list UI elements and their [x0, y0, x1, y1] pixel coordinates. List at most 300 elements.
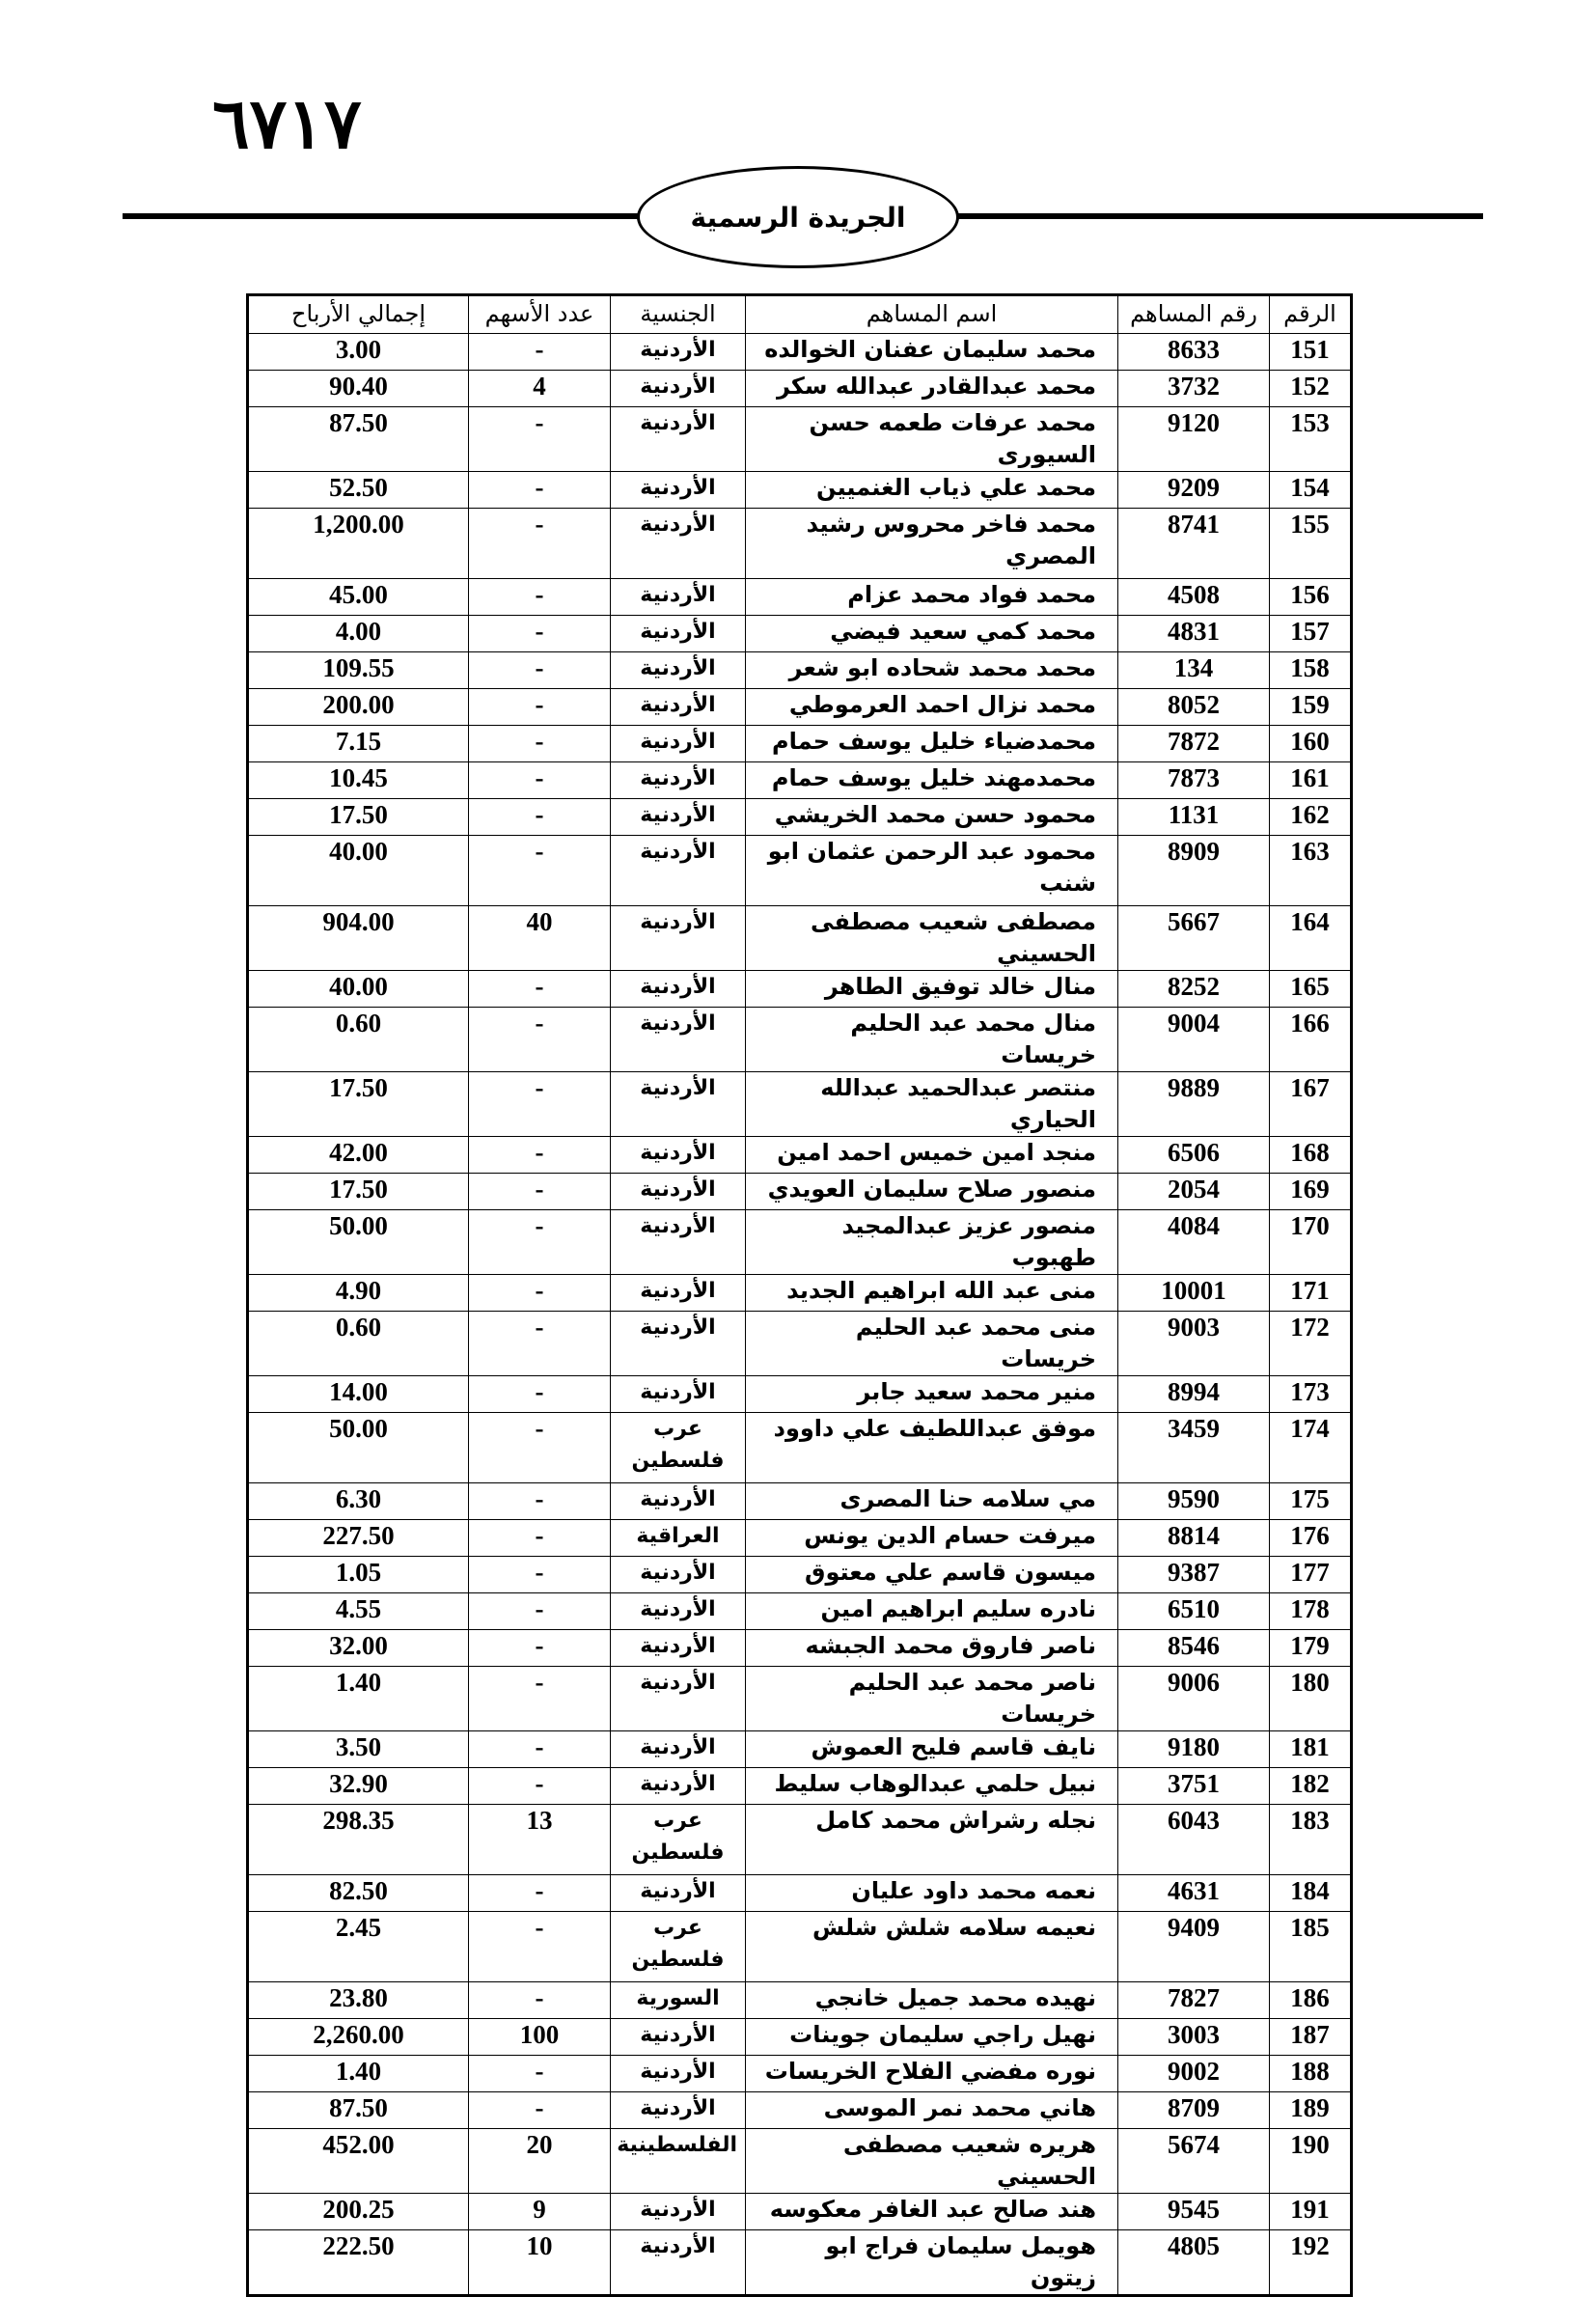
table-row	[248, 971, 1352, 1008]
table-row	[248, 1137, 1352, 1174]
cell-seq: 183	[1270, 1805, 1352, 1875]
gazette-title: الجريدة الرسمية	[637, 166, 959, 268]
cell-seq: 189	[1270, 2092, 1352, 2129]
table-row	[248, 1174, 1352, 1210]
cell-nationality: الأردنية	[611, 407, 746, 472]
cell-nationality: الأردنية	[611, 1072, 746, 1137]
cell-shares: -	[469, 836, 611, 906]
cell-nationality: الأردنية	[611, 1593, 746, 1630]
cell-name: نجله رشراش محمد كامل	[746, 1805, 1118, 1875]
cell-nationality: الأردنية	[611, 1008, 746, 1072]
cell-nationality: الأردنية	[611, 1630, 746, 1667]
cell-total-profit: 1.40	[248, 2056, 469, 2092]
table-row	[248, 1520, 1352, 1557]
cell-seq: 151	[1270, 334, 1352, 371]
cell-shareholder-id: 3732	[1118, 371, 1270, 407]
cell-total-profit: 1,200.00	[248, 509, 469, 579]
cell-shares: 4	[469, 371, 611, 407]
cell-nationality: الأردنية	[611, 472, 746, 509]
cell-shareholder-id: 6506	[1118, 1137, 1270, 1174]
cell-nationality: الأردنية	[611, 799, 746, 836]
table-row	[248, 689, 1352, 726]
cell-nationality: الأردنية	[611, 762, 746, 799]
cell-name: محمد عبدالقادر عبدالله سكر	[746, 371, 1118, 407]
cell-total-profit: 10.45	[248, 762, 469, 799]
cell-shareholder-id: 9387	[1118, 1557, 1270, 1593]
column-header-shareholder-id: رقم المساهم	[1118, 295, 1270, 334]
cell-total-profit: 3.00	[248, 334, 469, 371]
cell-seq: 168	[1270, 1137, 1352, 1174]
cell-shares: -	[469, 689, 611, 726]
table-row	[248, 762, 1352, 799]
cell-name: محمد فواد محمد عزام	[746, 579, 1118, 616]
column-header-shares: عدد الأسهم	[469, 295, 611, 334]
cell-seq: 177	[1270, 1557, 1352, 1593]
cell-shares: -	[469, 1210, 611, 1275]
cell-name: محمد علي ذياب الغنميين	[746, 472, 1118, 509]
cell-name: ميرفت حسام الدين يونس	[746, 1520, 1118, 1557]
cell-nationality: الأردنية	[611, 1875, 746, 1912]
cell-name: منير محمد سعيد جابر	[746, 1376, 1118, 1413]
table-row	[248, 2230, 1352, 2296]
cell-seq: 170	[1270, 1210, 1352, 1275]
cell-seq: 166	[1270, 1008, 1352, 1072]
cell-seq: 182	[1270, 1768, 1352, 1805]
cell-seq: 184	[1270, 1875, 1352, 1912]
cell-seq: 176	[1270, 1520, 1352, 1557]
cell-shareholder-id: 1131	[1118, 799, 1270, 836]
cell-shares: -	[469, 1275, 611, 1312]
cell-nationality: الأردنية	[611, 1768, 746, 1805]
cell-name: منى عبد الله ابراهيم الجديد	[746, 1275, 1118, 1312]
table-row	[248, 579, 1352, 616]
cell-nationality: الأردنية	[611, 1483, 746, 1520]
cell-shares: -	[469, 2056, 611, 2092]
cell-shareholder-id: 3751	[1118, 1768, 1270, 1805]
cell-shareholder-id: 4831	[1118, 616, 1270, 652]
cell-seq: 186	[1270, 1982, 1352, 2019]
cell-name: موفق عبداللطيف علي داوود	[746, 1413, 1118, 1483]
cell-nationality: الأردنية	[611, 334, 746, 371]
table-row	[248, 371, 1352, 407]
cell-name: منصور عزيز عبدالمجيد طهبوب	[746, 1210, 1118, 1275]
cell-nationality: الأردنية	[611, 652, 746, 689]
cell-seq: 191	[1270, 2194, 1352, 2230]
cell-shares: -	[469, 1483, 611, 1520]
cell-total-profit: 87.50	[248, 407, 469, 472]
cell-name: منجد امين خميس احمد امين	[746, 1137, 1118, 1174]
table-row	[248, 1072, 1352, 1137]
cell-shareholder-id: 10001	[1118, 1275, 1270, 1312]
table-row	[248, 1982, 1352, 2019]
table-row	[248, 1483, 1352, 1520]
cell-shares: -	[469, 1982, 611, 2019]
cell-nationality: الأردنية	[611, 971, 746, 1008]
cell-shareholder-id: 8633	[1118, 334, 1270, 371]
cell-seq: 171	[1270, 1275, 1352, 1312]
cell-name: محمود عبد الرحمن عثمان ابو شنب	[746, 836, 1118, 906]
cell-name: محمدمهند خليل يوسف حمام	[746, 762, 1118, 799]
cell-nationality: الأردنية	[611, 1731, 746, 1768]
cell-shareholder-id: 3003	[1118, 2019, 1270, 2056]
cell-seq: 190	[1270, 2129, 1352, 2194]
page-number: ٦٧١٧	[212, 82, 362, 164]
cell-name: منال خالد توفيق الطاهر	[746, 971, 1118, 1008]
cell-name: ميسون قاسم علي معتوق	[746, 1557, 1118, 1593]
cell-shares: 10	[469, 2230, 611, 2296]
cell-seq: 163	[1270, 836, 1352, 906]
cell-nationality: الأردنية	[611, 836, 746, 906]
cell-nationality: عرب فلسطين	[611, 1805, 746, 1875]
cell-nationality: الأردنية	[611, 1557, 746, 1593]
cell-seq: 173	[1270, 1376, 1352, 1413]
cell-nationality: الأردنية	[611, 906, 746, 971]
cell-nationality: الأردنية	[611, 2092, 746, 2129]
cell-nationality: الأردنية	[611, 2230, 746, 2296]
cell-shares: -	[469, 1376, 611, 1413]
cell-seq: 152	[1270, 371, 1352, 407]
cell-name: محمد عرفات طعمه حسن السيورى	[746, 407, 1118, 472]
cell-total-profit: 7.15	[248, 726, 469, 762]
cell-nationality: الأردنية	[611, 371, 746, 407]
cell-seq: 164	[1270, 906, 1352, 971]
cell-shareholder-id: 8252	[1118, 971, 1270, 1008]
table-row	[248, 616, 1352, 652]
column-header-total-profit: إجمالي الأرباح	[248, 295, 469, 334]
cell-shares: 20	[469, 2129, 611, 2194]
cell-shares: -	[469, 1312, 611, 1376]
cell-shareholder-id: 8741	[1118, 509, 1270, 579]
cell-shares: -	[469, 1912, 611, 1982]
cell-seq: 156	[1270, 579, 1352, 616]
table-row	[248, 1630, 1352, 1667]
cell-shares: -	[469, 1520, 611, 1557]
table-row	[248, 2129, 1352, 2194]
cell-shareholder-id: 5667	[1118, 906, 1270, 971]
cell-name: ناصر محمد عبد الحليم خريسات	[746, 1667, 1118, 1731]
cell-total-profit: 452.00	[248, 2129, 469, 2194]
table-row	[248, 2092, 1352, 2129]
table-row	[248, 1008, 1352, 1072]
cell-nationality: عرب فلسطين	[611, 1912, 746, 1982]
cell-seq: 174	[1270, 1413, 1352, 1483]
cell-total-profit: 90.40	[248, 371, 469, 407]
cell-shares: -	[469, 1072, 611, 1137]
cell-shareholder-id: 9006	[1118, 1667, 1270, 1731]
cell-nationality: الأردنية	[611, 2194, 746, 2230]
cell-shareholder-id: 3459	[1118, 1413, 1270, 1483]
table-row	[248, 1275, 1352, 1312]
cell-shares: -	[469, 971, 611, 1008]
cell-shareholder-id: 8546	[1118, 1630, 1270, 1667]
cell-seq: 165	[1270, 971, 1352, 1008]
cell-shareholder-id: 8052	[1118, 689, 1270, 726]
cell-total-profit: 3.50	[248, 1731, 469, 1768]
cell-shareholder-id: 4805	[1118, 2230, 1270, 2296]
cell-seq: 153	[1270, 407, 1352, 472]
cell-shares: -	[469, 1008, 611, 1072]
cell-name: منال محمد عبد الحليم خريسات	[746, 1008, 1118, 1072]
cell-nationality: العراقية	[611, 1520, 746, 1557]
cell-total-profit: 42.00	[248, 1137, 469, 1174]
cell-total-profit: 52.50	[248, 472, 469, 509]
cell-shareholder-id: 9590	[1118, 1483, 1270, 1520]
cell-seq: 167	[1270, 1072, 1352, 1137]
cell-nationality: الأردنية	[611, 726, 746, 762]
cell-total-profit: 227.50	[248, 1520, 469, 1557]
cell-shareholder-id: 8814	[1118, 1520, 1270, 1557]
cell-total-profit: 222.50	[248, 2230, 469, 2296]
cell-total-profit: 23.80	[248, 1982, 469, 2019]
cell-nationality: الأردنية	[611, 1137, 746, 1174]
cell-seq: 158	[1270, 652, 1352, 689]
cell-shareholder-id: 9545	[1118, 2194, 1270, 2230]
cell-seq: 161	[1270, 762, 1352, 799]
table-row	[248, 407, 1352, 472]
cell-seq: 162	[1270, 799, 1352, 836]
cell-shares: -	[469, 726, 611, 762]
cell-name: محمود حسن محمد الخريشي	[746, 799, 1118, 836]
cell-total-profit: 32.90	[248, 1768, 469, 1805]
cell-shares: 13	[469, 1805, 611, 1875]
cell-shares: -	[469, 407, 611, 472]
shareholders-table	[246, 293, 1353, 2297]
column-header-name: اسم المساهم	[746, 295, 1118, 334]
cell-shares: -	[469, 1174, 611, 1210]
cell-total-profit: 298.35	[248, 1805, 469, 1875]
table-row	[248, 509, 1352, 579]
cell-total-profit: 40.00	[248, 971, 469, 1008]
cell-nationality: الأردنية	[611, 689, 746, 726]
cell-name: نعيمه سلامه شلش شلش	[746, 1912, 1118, 1982]
cell-name: محمد سليمان عفنان الخوالده	[746, 334, 1118, 371]
cell-total-profit: 50.00	[248, 1413, 469, 1483]
cell-name: مي سلامه حنا المصرى	[746, 1483, 1118, 1520]
table-row	[248, 1731, 1352, 1768]
cell-total-profit: 0.60	[248, 1312, 469, 1376]
cell-shareholder-id: 9002	[1118, 2056, 1270, 2092]
column-header-seq: الرقم	[1270, 295, 1352, 334]
cell-shareholder-id: 6510	[1118, 1593, 1270, 1630]
cell-name: ناصر فاروق محمد الجبشه	[746, 1630, 1118, 1667]
cell-total-profit: 17.50	[248, 799, 469, 836]
cell-name: مصطفى شعيب مصطفى الحسيني	[746, 906, 1118, 971]
cell-shareholder-id: 9120	[1118, 407, 1270, 472]
cell-shareholder-id: 7872	[1118, 726, 1270, 762]
cell-nationality: الأردنية	[611, 1312, 746, 1376]
cell-shares: -	[469, 652, 611, 689]
cell-total-profit: 14.00	[248, 1376, 469, 1413]
cell-total-profit: 6.30	[248, 1483, 469, 1520]
cell-shareholder-id: 2054	[1118, 1174, 1270, 1210]
cell-total-profit: 0.60	[248, 1008, 469, 1072]
table-body	[248, 334, 1352, 2296]
cell-name: محمد محمد شحاده ابو شعر	[746, 652, 1118, 689]
table-row	[248, 1875, 1352, 1912]
cell-shareholder-id: 6043	[1118, 1805, 1270, 1875]
table-row	[248, 2056, 1352, 2092]
cell-shares: 9	[469, 2194, 611, 2230]
cell-total-profit: 109.55	[248, 652, 469, 689]
table-row	[248, 726, 1352, 762]
cell-total-profit: 17.50	[248, 1174, 469, 1210]
cell-nationality: السورية	[611, 1982, 746, 2019]
table-row	[248, 1912, 1352, 1982]
cell-seq: 181	[1270, 1731, 1352, 1768]
cell-name: نايف قاسم فليح العموش	[746, 1731, 1118, 1768]
cell-nationality: الأردنية	[611, 2056, 746, 2092]
cell-total-profit: 45.00	[248, 579, 469, 616]
cell-name: هويمل سليمان فراج ابو زيتون	[746, 2230, 1118, 2296]
table-row	[248, 1593, 1352, 1630]
cell-total-profit: 4.00	[248, 616, 469, 652]
cell-shares: -	[469, 334, 611, 371]
cell-shareholder-id: 4508	[1118, 579, 1270, 616]
cell-name: هند صالح عبد الغافر معكوسه	[746, 2194, 1118, 2230]
cell-shares: -	[469, 1137, 611, 1174]
cell-nationality: الأردنية	[611, 509, 746, 579]
cell-shares: -	[469, 509, 611, 579]
table-row	[248, 1376, 1352, 1413]
cell-nationality: الفلسطينية	[611, 2129, 746, 2194]
table-row	[248, 334, 1352, 371]
cell-shares: -	[469, 1413, 611, 1483]
cell-shareholder-id: 7873	[1118, 762, 1270, 799]
table-row	[248, 1312, 1352, 1376]
cell-seq: 175	[1270, 1483, 1352, 1520]
cell-shares: -	[469, 1557, 611, 1593]
table-row	[248, 836, 1352, 906]
cell-nationality: الأردنية	[611, 616, 746, 652]
cell-shareholder-id: 9180	[1118, 1731, 1270, 1768]
table-row	[248, 2194, 1352, 2230]
cell-shares: 40	[469, 906, 611, 971]
cell-name: نعمه محمد داود عليان	[746, 1875, 1118, 1912]
cell-shares: -	[469, 616, 611, 652]
cell-total-profit: 200.00	[248, 689, 469, 726]
cell-shareholder-id: 8709	[1118, 2092, 1270, 2129]
cell-shareholder-id: 8994	[1118, 1376, 1270, 1413]
cell-seq: 157	[1270, 616, 1352, 652]
cell-shareholder-id: 9209	[1118, 472, 1270, 509]
cell-name: محمد فاخر محروس رشيد المصري	[746, 509, 1118, 579]
cell-shareholder-id: 7827	[1118, 1982, 1270, 2019]
table-row	[248, 1768, 1352, 1805]
table-row	[248, 2019, 1352, 2056]
cell-shareholder-id: 5674	[1118, 2129, 1270, 2194]
cell-nationality: عرب فلسطين	[611, 1413, 746, 1483]
cell-total-profit: 82.50	[248, 1875, 469, 1912]
shareholders-table-container	[246, 293, 1350, 2297]
table-header-row	[248, 295, 1352, 334]
cell-seq: 169	[1270, 1174, 1352, 1210]
cell-total-profit: 4.90	[248, 1275, 469, 1312]
cell-shares: -	[469, 1731, 611, 1768]
cell-name: هاني محمد نمر الموسى	[746, 2092, 1118, 2129]
table-row	[248, 472, 1352, 509]
cell-name: نهيل راجي سليمان جوينات	[746, 2019, 1118, 2056]
cell-total-profit: 2,260.00	[248, 2019, 469, 2056]
table-row	[248, 799, 1352, 836]
cell-total-profit: 50.00	[248, 1210, 469, 1275]
cell-total-profit: 87.50	[248, 2092, 469, 2129]
cell-total-profit: 40.00	[248, 836, 469, 906]
cell-shareholder-id: 4631	[1118, 1875, 1270, 1912]
cell-name: نوره مفضي الفلاح الخريسات	[746, 2056, 1118, 2092]
cell-shareholder-id: 9004	[1118, 1008, 1270, 1072]
cell-total-profit: 904.00	[248, 906, 469, 971]
cell-shares: -	[469, 1593, 611, 1630]
cell-nationality: الأردنية	[611, 579, 746, 616]
cell-name: منصور صلاح سليمان العويدي	[746, 1174, 1118, 1210]
cell-name: نبيل حلمي عبدالوهاب سليط	[746, 1768, 1118, 1805]
cell-total-profit: 200.25	[248, 2194, 469, 2230]
cell-shareholder-id: 9003	[1118, 1312, 1270, 1376]
cell-shares: -	[469, 1667, 611, 1731]
cell-seq: 187	[1270, 2019, 1352, 2056]
cell-total-profit: 17.50	[248, 1072, 469, 1137]
table-row	[248, 1210, 1352, 1275]
cell-seq: 172	[1270, 1312, 1352, 1376]
cell-shares: -	[469, 472, 611, 509]
cell-shareholder-id: 9409	[1118, 1912, 1270, 1982]
cell-nationality: الأردنية	[611, 1376, 746, 1413]
table-row	[248, 1413, 1352, 1483]
cell-seq: 154	[1270, 472, 1352, 509]
table-row	[248, 652, 1352, 689]
cell-shares: -	[469, 1768, 611, 1805]
cell-nationality: الأردنية	[611, 1275, 746, 1312]
cell-shares: -	[469, 579, 611, 616]
cell-seq: 180	[1270, 1667, 1352, 1731]
cell-shareholder-id: 8909	[1118, 836, 1270, 906]
cell-name: محمد نزال احمد العرموطي	[746, 689, 1118, 726]
cell-nationality: الأردنية	[611, 1174, 746, 1210]
cell-shares: 100	[469, 2019, 611, 2056]
cell-seq: 192	[1270, 2230, 1352, 2296]
cell-name: منتصر عبدالحميد عبدالله الحياري	[746, 1072, 1118, 1137]
cell-shares: -	[469, 1630, 611, 1667]
cell-total-profit: 32.00	[248, 1630, 469, 1667]
cell-shareholder-id: 9889	[1118, 1072, 1270, 1137]
cell-name: محمدضياء خليل يوسف حمام	[746, 726, 1118, 762]
cell-name: نهيده محمد جميل خانجي	[746, 1982, 1118, 2019]
cell-total-profit: 1.40	[248, 1667, 469, 1731]
cell-total-profit: 1.05	[248, 1557, 469, 1593]
table-row	[248, 1805, 1352, 1875]
cell-nationality: الأردنية	[611, 2019, 746, 2056]
table-row	[248, 1667, 1352, 1731]
cell-seq: 160	[1270, 726, 1352, 762]
cell-total-profit: 4.55	[248, 1593, 469, 1630]
cell-shares: -	[469, 2092, 611, 2129]
column-header-nationality: الجنسية	[611, 295, 746, 334]
cell-total-profit: 2.45	[248, 1912, 469, 1982]
cell-shares: -	[469, 762, 611, 799]
cell-name: نادره سليم ابراهيم امين	[746, 1593, 1118, 1630]
cell-seq: 188	[1270, 2056, 1352, 2092]
cell-seq: 179	[1270, 1630, 1352, 1667]
cell-shareholder-id: 134	[1118, 652, 1270, 689]
cell-shares: -	[469, 799, 611, 836]
cell-nationality: الأردنية	[611, 1667, 746, 1731]
table-row	[248, 906, 1352, 971]
cell-name: محمد كمي سعيد فيضي	[746, 616, 1118, 652]
cell-shares: -	[469, 1875, 611, 1912]
cell-nationality: الأردنية	[611, 1210, 746, 1275]
cell-name: هريره شعيب مصطفى الحسيني	[746, 2129, 1118, 2194]
table-row	[248, 1557, 1352, 1593]
